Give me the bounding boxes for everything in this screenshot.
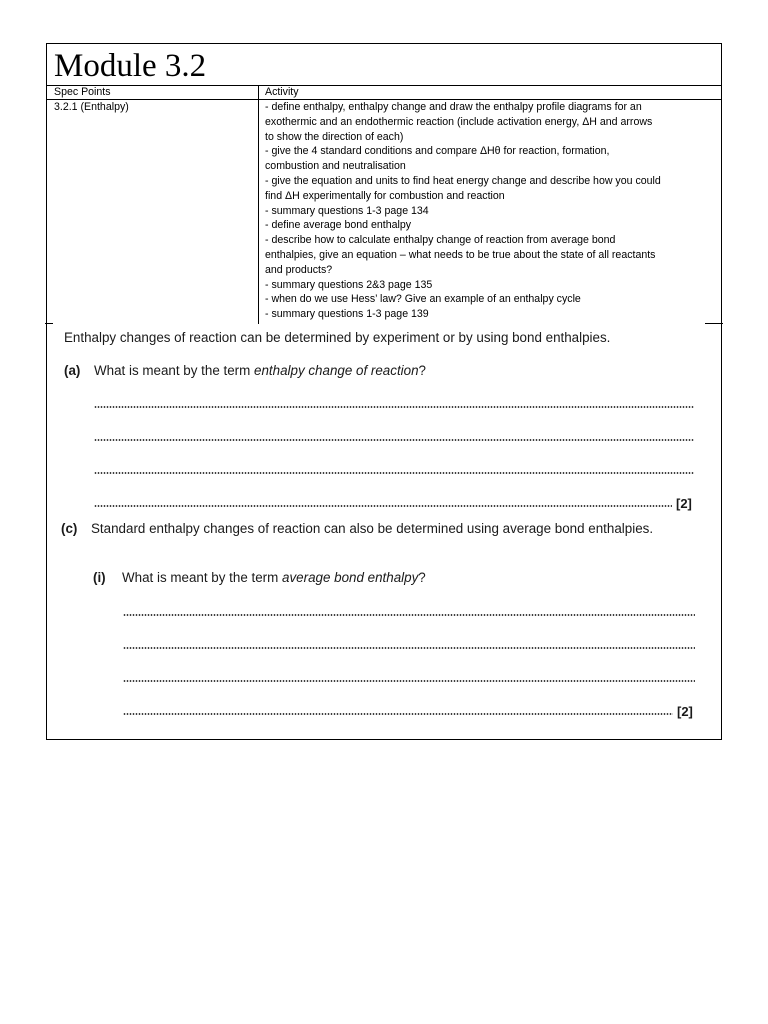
activity-line: find ΔH experimentally for combustion and reaction <box>265 189 505 202</box>
part-c-i-prompt-text: What is meant by the term <box>122 570 283 585</box>
activity-line: and products? <box>265 263 333 276</box>
activity-line: combustion and neutralisation <box>265 160 406 173</box>
activity-cell <box>265 100 717 322</box>
table-column-divider <box>258 85 259 324</box>
activity-line: - summary questions 1-3 page 134 <box>265 204 429 217</box>
exam-question <box>47 324 721 740</box>
answer-line[interactable] <box>94 439 694 441</box>
part-c-label: (c) <box>61 521 78 536</box>
part-c-prompt: Standard enthalpy changes of reaction can also be determined using average bond enthalpies. <box>91 521 654 536</box>
activity-line: - give the 4 standard conditions and compare ΔHθ for reaction, formation, <box>265 145 610 158</box>
answer-line[interactable] <box>123 647 695 649</box>
activity-line: enthalpies, give an equation – what needs to be true about the state of all reactants <box>265 248 656 261</box>
answer-line[interactable] <box>94 505 672 507</box>
part-c-i-prompt-end: ? <box>418 570 426 585</box>
part-a-label: (a) <box>64 363 81 378</box>
activity-line: - give the equation and units to find heat energy change and describe how you could <box>265 174 661 187</box>
part-c-i-prompt <box>122 570 426 585</box>
spec-points-header: Spec Points <box>54 86 111 98</box>
activity-line: - summary questions 2&3 page 135 <box>265 278 433 291</box>
answer-line[interactable] <box>94 406 694 408</box>
answer-line[interactable] <box>123 713 673 715</box>
part-a-term: enthalpy change of reaction <box>254 363 419 378</box>
activity-line: - define enthalpy, enthalpy change and draw the enthalpy profile diagrams for an <box>265 101 642 113</box>
activity-line: - define average bond enthalpy <box>265 219 412 232</box>
activity-line: to show the direction of each) <box>265 130 404 143</box>
activity-line: exothermic and an endothermic reaction (include activation energy, ΔH and arrows <box>265 115 653 128</box>
part-a-prompt <box>94 363 426 378</box>
worksheet-page <box>46 43 722 740</box>
part-a-prompt-text: What is meant by the term <box>94 363 255 378</box>
part-a-prompt-end: ? <box>418 363 426 378</box>
activity-header: Activity <box>265 86 299 98</box>
answer-line[interactable] <box>94 472 694 474</box>
marks-badge: [2] <box>676 496 692 511</box>
question-intro: Enthalpy changes of reaction can be determined by experiment or by using bond enthalpies. <box>64 330 611 345</box>
marks-badge: [2] <box>677 704 693 719</box>
activity-line: - describe how to calculate enthalpy change of reaction from average bond <box>265 234 616 247</box>
part-c-i-term: average bond enthalpy <box>282 570 419 585</box>
spec-point-cell: 3.2.1 (Enthalpy) <box>54 101 129 113</box>
answer-line[interactable] <box>123 680 695 682</box>
activity-line: - summary questions 1-3 page 139 <box>265 308 429 321</box>
part-c-i-label: (i) <box>93 570 106 585</box>
answer-line[interactable] <box>123 614 695 616</box>
spec-table-header <box>47 85 721 100</box>
module-title: Module 3.2 <box>54 48 207 84</box>
title-bar <box>47 44 721 86</box>
activity-line: - when do we use Hess’ law? Give an example of an enthalpy cycle <box>265 293 581 306</box>
